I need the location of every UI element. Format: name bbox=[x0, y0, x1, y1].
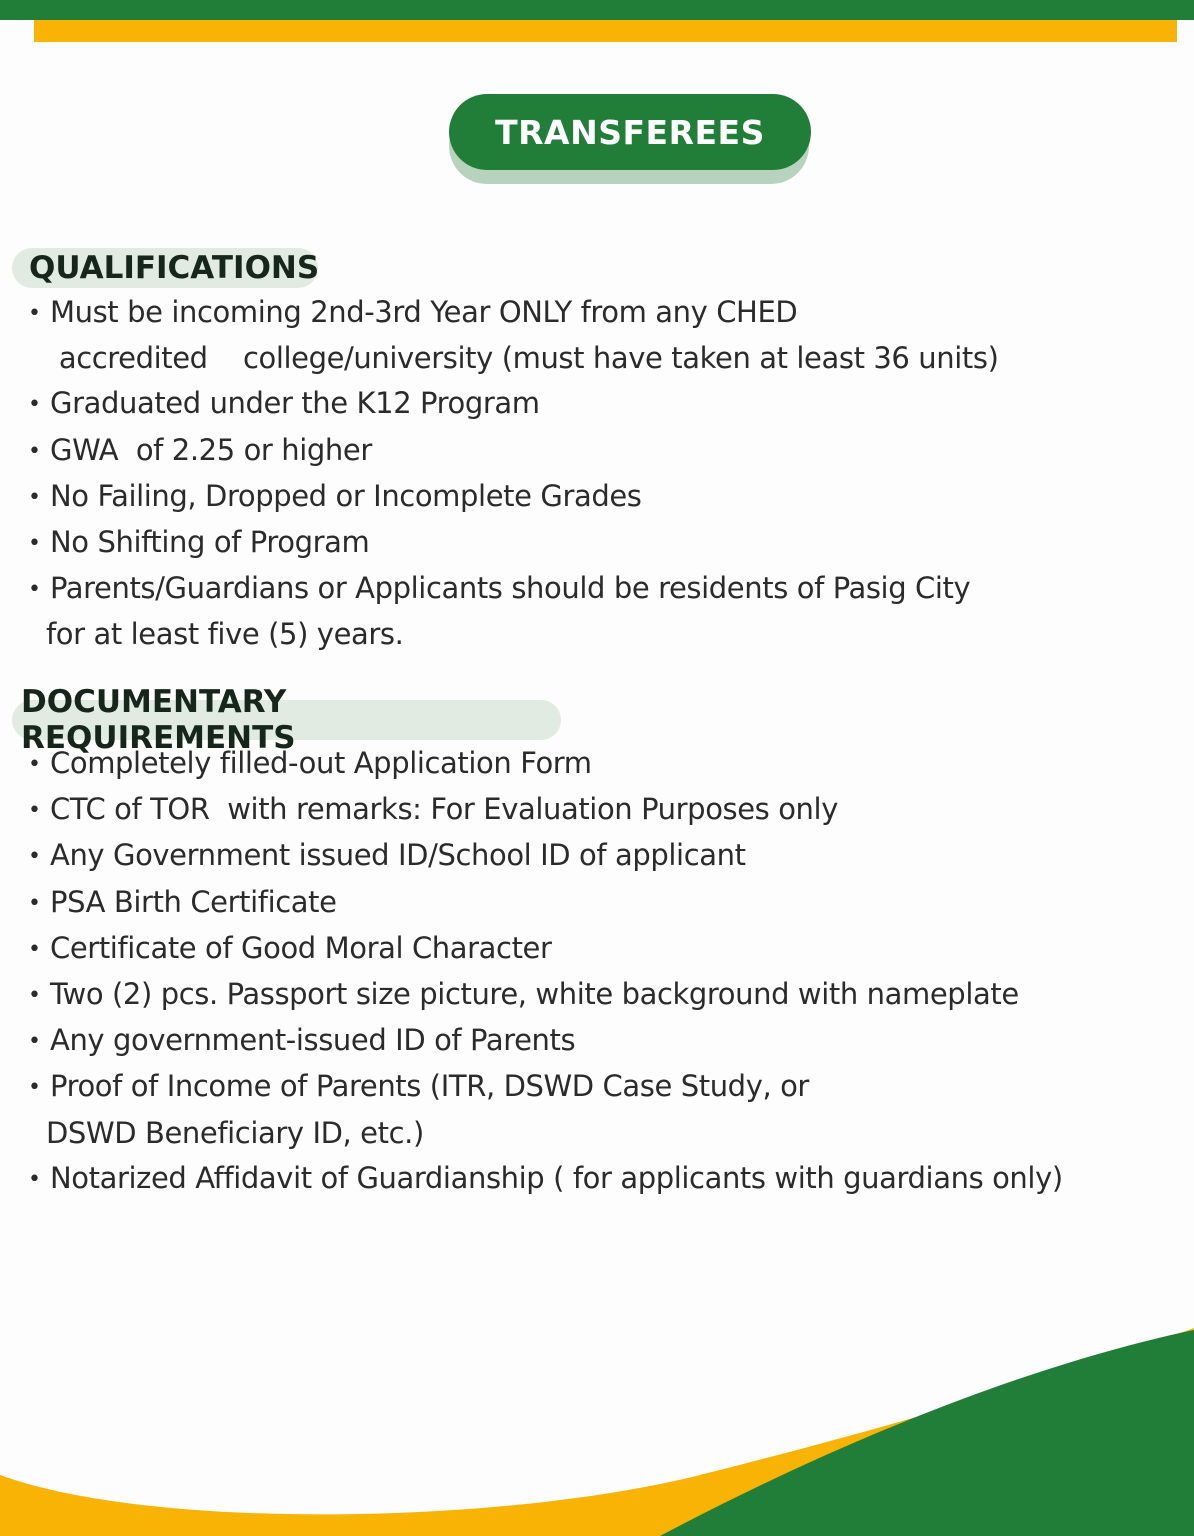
list-item: • Proof of Income of Parents (ITR, DSWD Case Study, or DSWD Beneficiary ID, etc.) bbox=[28, 1064, 1063, 1155]
bullet-icon: • bbox=[28, 936, 41, 962]
bullet-icon: • bbox=[28, 577, 41, 603]
bullet-icon: • bbox=[28, 484, 41, 510]
documentary-requirements-list bbox=[28, 741, 1063, 1202]
list-item: • No Failing, Dropped or Incomplete Grades bbox=[28, 474, 999, 520]
list-item: • Parents/Guardians or Applicants should be residents of Pasig City for at least five (5) years. bbox=[28, 566, 999, 657]
qualifications-list bbox=[28, 290, 999, 658]
list-item: • Notarized Affidavit of Guardianship ( for applicants with guardians only) bbox=[28, 1156, 1063, 1202]
list-item: • Must be incoming 2nd-3rd Year ONLY from any CHED accredited college/university (must have taken at least 36 units) bbox=[28, 290, 999, 381]
page-title: TRANSFEREES bbox=[449, 94, 811, 170]
bullet-icon: • bbox=[28, 301, 41, 326]
bullet-icon: • bbox=[28, 1166, 41, 1192]
list-item: • Any government-issued ID of Parents bbox=[28, 1018, 1063, 1064]
list-item: • No Shifting of Program bbox=[28, 520, 999, 566]
bullet-icon: • bbox=[28, 844, 41, 870]
top-yellow-bar bbox=[34, 20, 1177, 42]
list-item: • GWA of 2.25 or higher bbox=[28, 428, 999, 474]
bullet-icon: • bbox=[28, 752, 41, 777]
bullet-icon: • bbox=[28, 798, 41, 824]
bottom-wave-decoration bbox=[0, 1300, 1194, 1536]
title-banner bbox=[449, 94, 811, 184]
bullet-icon: • bbox=[28, 1029, 41, 1055]
list-item: • CTC of TOR with remarks: For Evaluation Purposes only bbox=[28, 787, 1063, 833]
bullet-icon: • bbox=[28, 983, 41, 1009]
list-item: • Two (2) pcs. Passport size picture, white background with nameplate bbox=[28, 972, 1063, 1018]
list-item: • Completely filled-out Application Form bbox=[28, 741, 1063, 787]
documentary-requirements-heading: DOCUMENTARY REQUIREMENTS bbox=[12, 700, 561, 740]
top-green-bar bbox=[0, 0, 1194, 20]
list-item: • Certificate of Good Moral Character bbox=[28, 926, 1063, 972]
bullet-icon: • bbox=[28, 531, 41, 557]
bullet-icon: • bbox=[28, 890, 41, 916]
qualifications-heading: QUALIFICATIONS bbox=[12, 248, 318, 288]
bullet-icon: • bbox=[28, 438, 41, 464]
list-item: • Graduated under the K12 Program bbox=[28, 381, 999, 427]
bullet-icon: • bbox=[28, 1075, 41, 1101]
list-item: • Any Government issued ID/School ID of applicant bbox=[28, 833, 1063, 879]
list-item: • PSA Birth Certificate bbox=[28, 880, 1063, 926]
bullet-icon: • bbox=[28, 392, 41, 418]
